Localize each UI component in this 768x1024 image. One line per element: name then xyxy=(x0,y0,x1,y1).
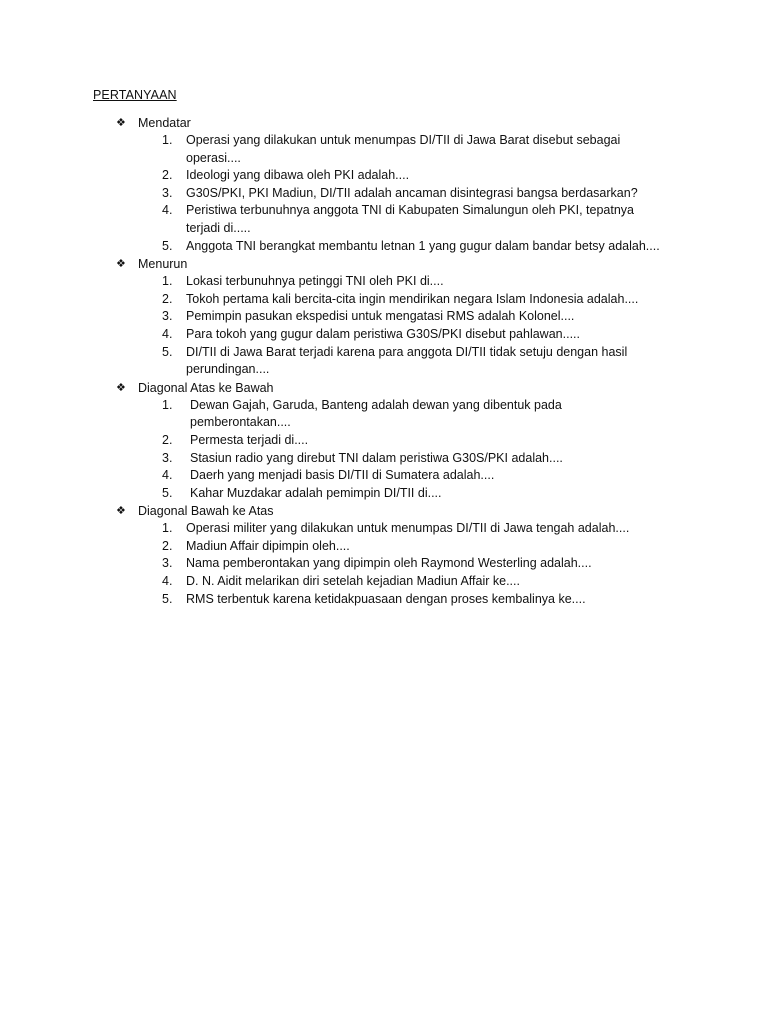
list-item xyxy=(116,273,716,291)
section-heading-label: Menurun xyxy=(138,257,188,272)
item-number: 3. xyxy=(162,556,173,571)
section-heading xyxy=(116,379,716,397)
item-number: 2. xyxy=(162,291,173,306)
item-text: Daerh yang menjadi basis DI/TII di Sumatera adalah.... xyxy=(190,468,495,483)
section-heading-label: Diagonal Atas ke Bawah xyxy=(138,380,274,395)
item-text: Pemimpin pasukan ekspedisi untuk mengatasi RMS adalah Kolonel.... xyxy=(186,309,575,324)
item-number: 5. xyxy=(162,344,173,359)
list-item xyxy=(116,555,716,573)
section-diagonal-bawah-ke-atas xyxy=(116,502,716,608)
section-heading xyxy=(116,255,716,273)
section-heading-label: Diagonal Bawah ke Atas xyxy=(138,504,274,519)
list-item xyxy=(116,450,716,468)
diamond-bullet-icon: ❖ xyxy=(116,505,126,518)
item-number: 4. xyxy=(162,326,173,341)
diamond-bullet-icon: ❖ xyxy=(116,117,126,129)
list-item xyxy=(116,238,716,256)
list-item xyxy=(116,538,716,556)
list-item xyxy=(116,432,716,450)
section-heading-label: Mendatar xyxy=(138,116,191,130)
item-number: 4. xyxy=(162,468,173,483)
list-item xyxy=(116,397,716,432)
item-text: RMS terbentuk karena ketidakpuasaan dengan proses kembalinya ke.... xyxy=(186,591,586,606)
section-mendatar xyxy=(116,114,716,255)
diamond-bullet-icon: ❖ xyxy=(116,381,126,394)
list-item xyxy=(116,326,716,344)
list-item xyxy=(116,591,716,609)
item-number: 3. xyxy=(162,185,173,200)
item-text: D. N. Aidit melarikan diri setelah kejadian Madiun Affair ke.... xyxy=(186,574,520,589)
item-number: 3. xyxy=(162,309,173,324)
item-number: 1. xyxy=(162,521,173,536)
item-text: Tokoh pertama kali bercita-cita ingin mendirikan negara Islam Indonesia adalah.... xyxy=(186,291,639,306)
item-text: Operasi militer yang dilakukan untuk menumpas DI/TII di Jawa tengah adalah.... xyxy=(186,521,630,536)
item-text: Madiun Affair dipimpin oleh.... xyxy=(186,538,350,553)
list-item xyxy=(116,185,716,203)
item-number: 5. xyxy=(162,485,173,500)
list-item xyxy=(116,132,716,167)
section-heading xyxy=(116,502,716,520)
section-menurun xyxy=(116,255,716,379)
item-number: 2. xyxy=(162,168,173,183)
item-text: Operasi yang dilakukan untuk menumpas DI/TII di Jawa Barat disebut sebagai operasi.... xyxy=(186,133,621,165)
question-list xyxy=(116,132,716,255)
item-text: Ideologi yang dibawa oleh PKI adalah.... xyxy=(186,168,410,183)
section-heading xyxy=(116,114,716,132)
item-number: 1. xyxy=(162,397,173,412)
question-sections xyxy=(116,114,716,608)
item-text: Para tokoh yang gugur dalam peristiwa G30S/PKI disebut pahlawan..... xyxy=(186,326,580,341)
item-text: Dewan Gajah, Garuda, Banteng adalah dewan yang dibentuk pada pemberontakan.... xyxy=(190,397,562,430)
item-number: 4. xyxy=(162,203,173,218)
diamond-bullet-icon: ❖ xyxy=(116,258,126,271)
item-number: 5. xyxy=(162,238,173,253)
item-number: 3. xyxy=(162,450,173,465)
item-number: 5. xyxy=(162,591,173,606)
question-list xyxy=(116,397,716,503)
section-diagonal-atas-ke-bawah xyxy=(116,379,716,503)
list-item xyxy=(116,467,716,485)
item-text: Stasiun radio yang direbut TNI dalam peristiwa G30S/PKI adalah.... xyxy=(190,450,563,465)
item-text: G30S/PKI, PKI Madiun, DI/TII adalah ancaman disintegrasi bangsa berdasarkan? xyxy=(186,185,638,200)
item-number: 2. xyxy=(162,538,173,553)
list-item xyxy=(116,573,716,591)
list-item xyxy=(116,308,716,326)
list-item xyxy=(116,344,716,379)
page-title: PERTANYAAN xyxy=(93,88,177,102)
item-text: Anggota TNI berangkat membantu letnan 1 yang gugur dalam bandar betsy adalah.... xyxy=(186,238,660,253)
item-text: Lokasi terbunuhnya petinggi TNI oleh PKI di.... xyxy=(186,274,444,289)
item-text: DI/TII di Jawa Barat terjadi karena para anggota DI/TII tidak setuju dengan hasil perundingan.... xyxy=(186,344,628,377)
item-number: 1. xyxy=(162,274,173,289)
list-item xyxy=(116,291,716,309)
item-text: Peristiwa terbunuhnya anggota TNI di Kabupaten Simalungun oleh PKI, tepatnya terjadi di..... xyxy=(186,203,634,235)
question-list xyxy=(116,273,716,379)
list-item xyxy=(116,520,716,538)
item-text: Nama pemberontakan yang dipimpin oleh Raymond Westerling adalah.... xyxy=(186,556,592,571)
item-number: 2. xyxy=(162,432,173,447)
item-text: Kahar Muzdakar adalah pemimpin DI/TII di.... xyxy=(190,485,442,500)
list-item xyxy=(116,485,716,503)
list-item xyxy=(116,167,716,185)
list-item xyxy=(116,202,716,237)
question-list xyxy=(116,520,716,608)
item-number: 4. xyxy=(162,574,173,589)
item-number: 1. xyxy=(162,133,173,147)
item-text: Permesta terjadi di.... xyxy=(190,432,309,447)
